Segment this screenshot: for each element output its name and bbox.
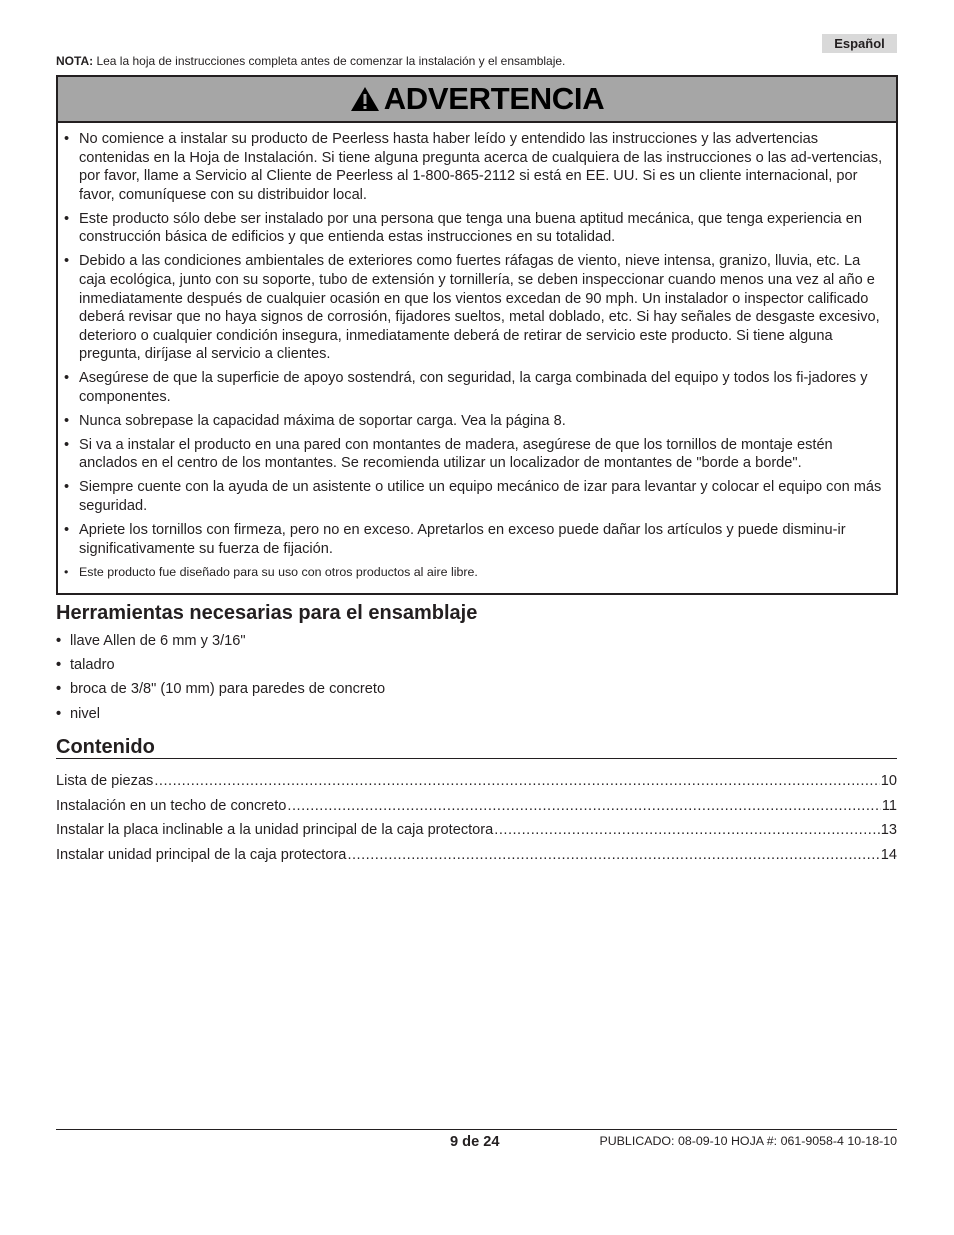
page-number: 9 de 24: [450, 1134, 500, 1150]
note-text: Lea la hoja de instrucciones completa antes de comenzar la instalación y el ensamblaje.: [96, 54, 566, 68]
warning-item: • Siempre cuente con la ayuda de un asistente o utilice un equipo mecánico de izar para levantar y colocar el equipo con más seguridad.: [64, 479, 882, 515]
table-of-contents: [56, 772, 897, 870]
warning-list: [58, 123, 896, 580]
footer-divider: [56, 1129, 897, 1130]
toc-entry-page: 10: [880, 773, 897, 789]
tool-item: • nivel: [56, 705, 101, 722]
warning-item: • Nunca sobrepase la capacidad máxima de soportar carga. Vea la página 8.: [64, 412, 566, 429]
note-label: NOTA:: [56, 54, 94, 68]
warning-item: • Si va a instalar el producto en una pared con montantes de madera, asegúrese de que los tornillos de montaje estén anclados en el centro de los montantes. Se recomienda utilizar un localizador de montantes de "borde a borde".: [64, 436, 833, 472]
installation-note: [56, 54, 565, 69]
warning-triangle-icon: [350, 86, 380, 112]
warning-item: • Asegúrese de que la superficie de apoyo sostendrá, con seguridad, la carga combinada del equipo y todos los fi-jadores y componentes.: [64, 370, 868, 405]
warning-title: ADVERTENCIA: [383, 81, 605, 116]
toc-leader-dots: [287, 797, 880, 815]
toc-entry-label: Instalación en un techo de concreto: [56, 797, 287, 814]
toc-entry[interactable]: [56, 797, 897, 822]
tools-heading: Herramientas necesarias para el ensamblaje: [56, 602, 478, 624]
warning-item: • Este producto fue diseñado para su uso con otros productos al aire libre.: [64, 564, 478, 579]
publication-info: PUBLICADO: 08-09-10 HOJA #: 061-9058-4 10-18-10: [599, 1134, 897, 1148]
tool-item: • llave Allen de 6 mm y 3/16": [56, 633, 246, 649]
toc-entry[interactable]: [56, 772, 897, 797]
warning-item: • Apriete los tornillos con firmeza, pero no en exceso. Apretarlos en exceso puede dañar los artículos y puede disminu-ir significativamente su fuerza de fijación.: [64, 522, 846, 557]
toc-leader-dots: [494, 821, 879, 839]
language-tab: Español: [822, 34, 897, 53]
toc-entry-label: Instalar la placa inclinable a la unidad principal de la caja protectora: [56, 822, 494, 839]
tools-list: [56, 632, 385, 729]
warning-item: • No comience a instalar su producto de Peerless hasta haber leído y entendido las instrucciones y las advertencias contenidas en la Hoja de Instalación. Si tiene alguna pregunta acerca de cualquiera de las instrucciones o las ad-vertencias, por favor, llame a Servicio al Cliente de Peerless al 1-800-865-2112 si está en EE. UU. Si es un cliente internacional, por favor, comuníquese con su distribuidor local.: [64, 131, 883, 203]
toc-entry[interactable]: [56, 846, 897, 871]
warning-header: [58, 77, 896, 123]
toc-entry-page: 14: [880, 846, 897, 863]
tool-item: • broca de 3/8" (10 mm) para paredes de concreto: [56, 681, 386, 698]
toc-entry-label: Lista de piezas: [56, 773, 154, 789]
warning-item: • Este producto sólo debe ser instalado por una persona que tenga una buena aptitud mecánica, que tenga experiencia en construcción básica de edificios y que entienda estas instrucciones en su totalidad.: [64, 210, 862, 246]
toc-leader-dots: [347, 846, 879, 864]
contents-heading: Contenido: [56, 736, 897, 759]
tool-item: • taladro: [56, 657, 115, 674]
toc-entry-label: Instalar unidad principal de la caja protectora: [56, 846, 347, 863]
toc-entry-page: 13: [880, 822, 897, 839]
warning-item: • Debido a las condiciones ambientales de exteriores como fuertes ráfagas de viento, nieve intensa, granizo, lluvia, etc. La caja ecológica, junto con su soporte, tubo de extensión y tornillería, se deben inspeccionar cuando menos una vez al año e inmediatamente después de cualquier ocasión en que los vientos excedan de 90 mph. Un instalador o inspector calificado deberá revisar que no haya signos de corrosión, fijadores sueltos, metal doblado, etc. Si hay señales de desgaste excesivo, deterioro o cualquier condición insegura, inmediatamente deberá de retirar de servicio este producto. Si tiene alguna pregunta, diríjase al servicio a clientes.: [64, 253, 880, 363]
warning-box: [56, 75, 898, 595]
toc-entry[interactable]: [56, 821, 897, 846]
toc-entry-page: 11: [881, 797, 897, 814]
toc-leader-dots: [154, 772, 879, 790]
